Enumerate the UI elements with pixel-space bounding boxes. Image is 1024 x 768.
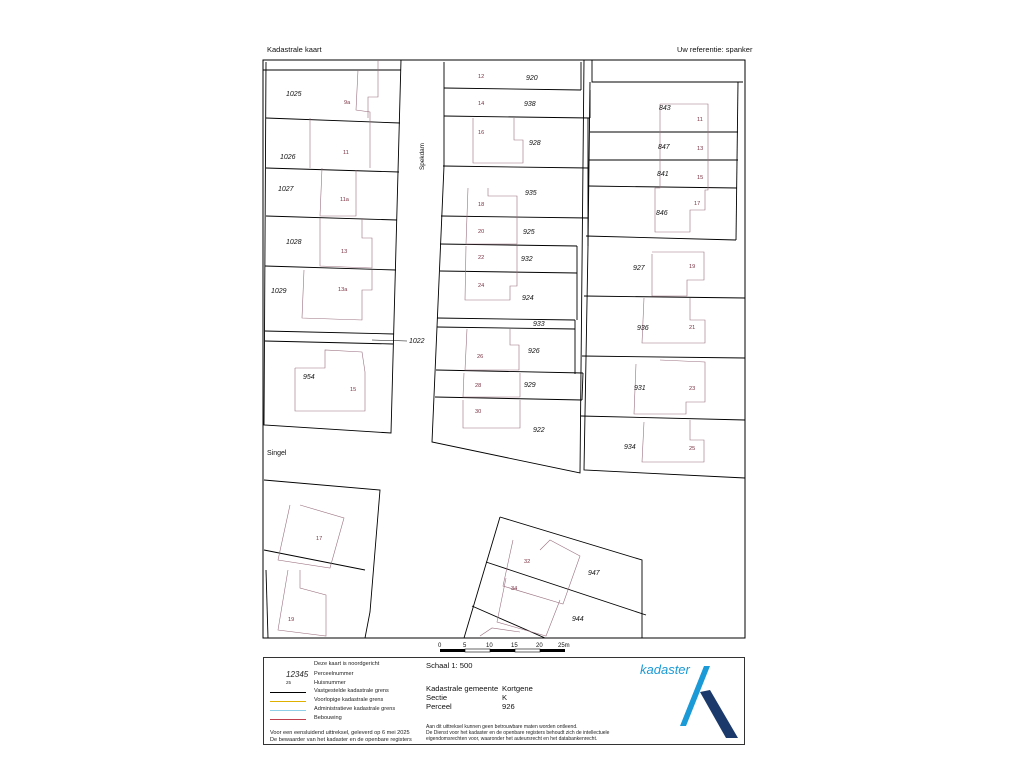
disclaimer-2: De Dienst voor het kadaster en de openbare registers behoudt zich de intellectuele <box>426 730 610 736</box>
street-spekdam: Spekdam <box>419 143 426 170</box>
bottom-right-parcels <box>464 517 646 638</box>
bottom-left-parcels <box>264 480 380 638</box>
gemeente-value: Kortgene <box>502 684 533 693</box>
center-buildings <box>463 118 523 428</box>
parcel-926: 926 <box>528 348 540 355</box>
legend-footer-1: Voor een eensluidend uittreksel, geleverd op 6 mei 2025 <box>270 730 410 736</box>
parcel-938: 938 <box>524 101 536 108</box>
scale-bar <box>438 643 570 652</box>
kadaster-logo-icon <box>680 664 738 740</box>
gemeente-label: Kadastrale gemeente <box>426 684 499 693</box>
parcel-920: 920 <box>526 75 538 82</box>
legend-fixed: Vastgestelde kadastrale grens <box>314 688 389 694</box>
right-parcels <box>581 60 745 478</box>
perceel-value: 926 <box>502 702 515 711</box>
house-13: 13 <box>341 249 348 255</box>
house-26: 26 <box>477 354 484 360</box>
house-11: 11 <box>343 150 349 156</box>
parcel-1027: 1027 <box>278 186 294 193</box>
house-19-bottom: 19 <box>288 617 295 623</box>
sectie-value: K <box>502 693 508 702</box>
house-22: 22 <box>478 255 485 261</box>
scale-tick-10: 10 <box>486 643 493 649</box>
left-buildings <box>295 60 378 411</box>
house-17-right: 17 <box>694 201 701 207</box>
house-15-left: 15 <box>350 387 357 393</box>
parcel-846: 846 <box>656 210 668 217</box>
legend-north: Deze kaart is noordgericht <box>314 661 380 667</box>
house-24: 24 <box>478 283 485 289</box>
parcel-1029: 1029 <box>271 288 287 295</box>
parcel-936: 936 <box>637 325 649 332</box>
center-parcels <box>432 60 590 473</box>
house-20: 20 <box>478 229 485 235</box>
parcel-928: 928 <box>529 140 541 147</box>
house-15-right: 15 <box>697 175 704 181</box>
street-singel: Singel <box>267 450 287 457</box>
parcel-1026: 1026 <box>280 154 296 161</box>
parcel-1028: 1028 <box>286 239 302 246</box>
house-9a: 9a <box>344 100 351 106</box>
scale-text: Schaal 1: 500 <box>426 661 473 670</box>
legend-line-fixed <box>270 692 306 693</box>
legend-line-building <box>270 719 306 720</box>
house-18: 18 <box>478 202 485 208</box>
house-25: 25 <box>689 446 696 452</box>
parcel-947: 947 <box>588 570 600 577</box>
parcel-932: 932 <box>521 256 533 263</box>
parcel-929: 929 <box>524 382 536 389</box>
parcel-922: 922 <box>533 427 545 434</box>
legend-house-sample: 25 <box>286 680 292 685</box>
disclaimer-1: Aan dit uittreksel kunnen geen betrouwbare maten worden ontleend. <box>426 724 578 730</box>
house-13a: 13a <box>338 287 348 293</box>
parcel-954: 954 <box>303 374 315 381</box>
map-title: Kadastrale kaart <box>267 45 322 54</box>
legend-parcel-label: Perceelnummer <box>314 671 354 677</box>
legend-admin: Administratieve kadastrale grens <box>314 706 396 712</box>
parcel-927: 927 <box>633 265 645 272</box>
legend-parcel-sample: 12345 <box>286 670 309 679</box>
house-19: 19 <box>689 264 696 270</box>
parcel-841: 841 <box>657 171 669 178</box>
parcel-925: 925 <box>523 229 535 236</box>
right-buildings <box>634 104 708 462</box>
house-23: 23 <box>689 386 696 392</box>
house-21: 21 <box>689 325 696 331</box>
legend-building: Bebouwing <box>314 715 342 721</box>
scale-tick-0: 0 <box>438 643 442 649</box>
scale-tick-5: 5 <box>463 643 467 649</box>
parcel-931: 931 <box>634 385 646 392</box>
parcel-944: 944 <box>572 616 584 623</box>
left-parcels <box>263 60 401 433</box>
leader-1022 <box>372 340 407 341</box>
legend-provisional: Voorlopige kadastrale grens <box>314 697 384 703</box>
house-11a: 11a <box>340 197 349 203</box>
house-12: 12 <box>478 74 485 80</box>
parcel-935: 935 <box>525 190 537 197</box>
parcel-1022: 1022 <box>409 338 425 345</box>
house-16: 16 <box>478 130 485 136</box>
house-11-right: 11 <box>697 117 703 123</box>
legend-house-label: Huisnummer <box>314 680 346 686</box>
scale-tick-15: 15 <box>511 643 518 649</box>
parcel-1025: 1025 <box>286 91 302 98</box>
house-28: 28 <box>475 383 482 389</box>
house-30: 30 <box>475 409 482 415</box>
perceel-label: Perceel <box>426 702 452 711</box>
house-34: 34 <box>511 586 518 592</box>
disclaimer-3: eigendomsrechten voor, waaronder het auteursrecht en het databankenrecht. <box>426 736 598 742</box>
sectie-label: Sectie <box>426 693 448 702</box>
house-14: 14 <box>478 101 485 107</box>
parcel-933: 933 <box>533 321 545 328</box>
legend-line-admin <box>270 710 306 711</box>
legend-footer-2: De bewaarder van het kadaster en de openbare registers <box>270 737 412 743</box>
parcel-843: 843 <box>659 105 671 112</box>
parcel-934: 934 <box>624 444 636 451</box>
map-border <box>263 60 745 638</box>
scale-tick-25: 25m <box>558 643 570 649</box>
legend-line-provisional <box>270 701 306 702</box>
parcel-847: 847 <box>658 144 670 151</box>
parcel-924: 924 <box>522 295 534 302</box>
house-13-right: 13 <box>697 146 704 152</box>
kadaster-wordmark: kadaster <box>640 662 690 677</box>
house-32: 32 <box>524 559 531 565</box>
reference-label: Uw referentie: spanker <box>677 45 753 54</box>
scale-tick-20: 20 <box>536 643 543 649</box>
house-17-bottom: 17 <box>316 536 323 542</box>
